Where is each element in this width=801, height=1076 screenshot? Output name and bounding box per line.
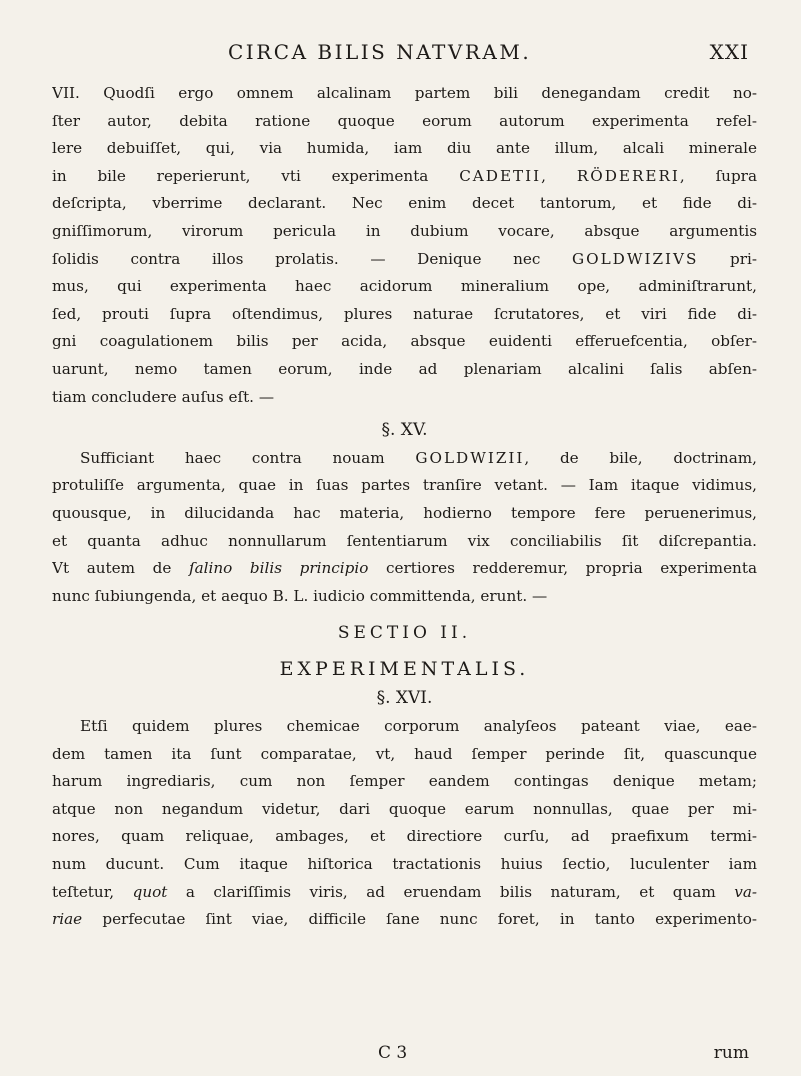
text-line — [52, 906, 757, 934]
text-line: protuliſſe argumenta, quae in ſuas partes tranſire vetant. — Iam itaque vidimus, — [52, 476, 757, 495]
paragraph-xvi — [52, 713, 757, 934]
page-header — [0, 40, 801, 70]
body-text — [52, 80, 757, 934]
text-line: dem tamen ita ſunt comparatae, vt, haud ſemper perinde ſit, quascunque — [52, 744, 757, 763]
author-name-goldwizii: GOLDWIZII — [415, 448, 525, 467]
italic-phrase: ſalino bilis principio — [188, 559, 369, 578]
text-segment: a clariſſimis viris, ad eruendam bilis naturam, et quam — [185, 882, 716, 901]
author-name-cadetius: CADETII — [459, 166, 542, 185]
text-line: uarunt, nemo tamen eorum, inde ad plenariam alcalini ſalis abſen- — [52, 359, 757, 378]
section-label: SECTIO II. — [337, 623, 472, 644]
italic-word: quot — [132, 882, 168, 901]
paragraph-vii — [52, 80, 757, 411]
text-line: lere debuiſſet, qui, via humida, iam diu ante illum, alcali minerale — [52, 139, 757, 158]
text-line: ſed, prouti ſupra oſtendimus, plures naturae ſcrutatores, et viri fide di- — [52, 304, 757, 323]
text-line: mus, qui experimenta haec acidorum mineralium ope, adminiſtrarunt, — [52, 277, 757, 296]
section-title: EXPERIMENTALIS. — [279, 657, 530, 680]
page-number: XXI — [709, 40, 749, 64]
paragraph-xv — [52, 445, 757, 611]
text-segment: ſupra — [715, 166, 757, 185]
text-line: tiam concludere auſus eſt. — — [52, 387, 275, 406]
text-line: ſter autor, debita ratione quoque eorum autorum experimenta refel- — [52, 111, 757, 130]
text-segment: in bile reperierunt, vti experimenta — [52, 166, 429, 185]
text-segment: certiores redderemur, propria experimenta — [385, 559, 757, 578]
page-footer — [0, 1043, 801, 1067]
author-name-goldwizius: GOLDWIZIVS — [572, 249, 699, 268]
italic-word: va- — [734, 882, 757, 901]
text-line: in bile reperierunt, vti experimenta CADETII, RÖDERERI, ſupra — [52, 166, 757, 185]
text-line — [52, 246, 757, 274]
text-line: gniſſimorum, virorum pericula in dubium vocare, absque argumentis — [52, 221, 757, 240]
text-line: VII. Quodſi ergo omnem alcalinam partem bili denegandam credit no- — [52, 84, 757, 102]
running-title: CIRCA BILIS NATVRAM. — [228, 40, 532, 64]
text-line: quousque, in dilucidanda hac materia, hodierno tempore fere peruenerimus, — [52, 503, 757, 522]
catchword: rum — [713, 1043, 749, 1063]
text-line: Etſi quidem plures chemicae corporum analyſeos pateant viae, eae- — [80, 717, 757, 736]
section-heading-xvi: §. XVI. — [376, 688, 433, 709]
text-segment: Sufficiant haec contra nouam — [80, 448, 385, 467]
text-segment: pri- — [730, 249, 757, 268]
text-line: nores, quam reliquae, ambages, et directiore curſu, ad praefixum termi- — [52, 827, 757, 846]
signature-mark: C 3 — [378, 1043, 408, 1063]
section-heading-xv: §. XV. — [381, 420, 428, 441]
text-line — [52, 445, 757, 473]
text-segment: perfecutae ſint viae, difficile ſane nunc foret, in tanto experimento- — [102, 910, 757, 929]
text-line: et quanta adhuc nonnullarum ſententiarum vix conciliabilis ſit diſcrepantia. — [52, 531, 757, 550]
text-segment: ſolidis contra illos prolatis. — Denique nec — [52, 249, 541, 268]
text-line: nunc ſubiungenda, et aequo B. L. iudicio committenda, erunt. — — [52, 586, 548, 605]
italic-word: riae — [52, 910, 83, 929]
text-line: deſcripta, vberrime declarant. Nec enim decet tantorum, et fide di- — [52, 194, 757, 213]
text-line: gni coagulationem bilis per acida, absque euidenti efferuefcentia, obſer- — [52, 332, 757, 351]
author-name-roedererus: RÖDERERI — [576, 166, 680, 185]
text-line — [52, 555, 757, 583]
text-segment: , de bile, doctrinam, — [524, 448, 757, 467]
text-segment: Vt autem de — [52, 559, 172, 578]
text-line: atque non negandum videtur, dari quoque earum nonnullas, quae per mi- — [52, 799, 757, 818]
text-segment: teſtetur, — [52, 882, 115, 901]
text-line — [52, 879, 757, 907]
text-line: num ducunt. Cum itaque hiſtorica tractationis huius ſectio, luculenter iam — [52, 855, 757, 874]
text-line: harum ingrediaris, cum non ſemper eandem contingas denique metam; — [52, 772, 757, 791]
